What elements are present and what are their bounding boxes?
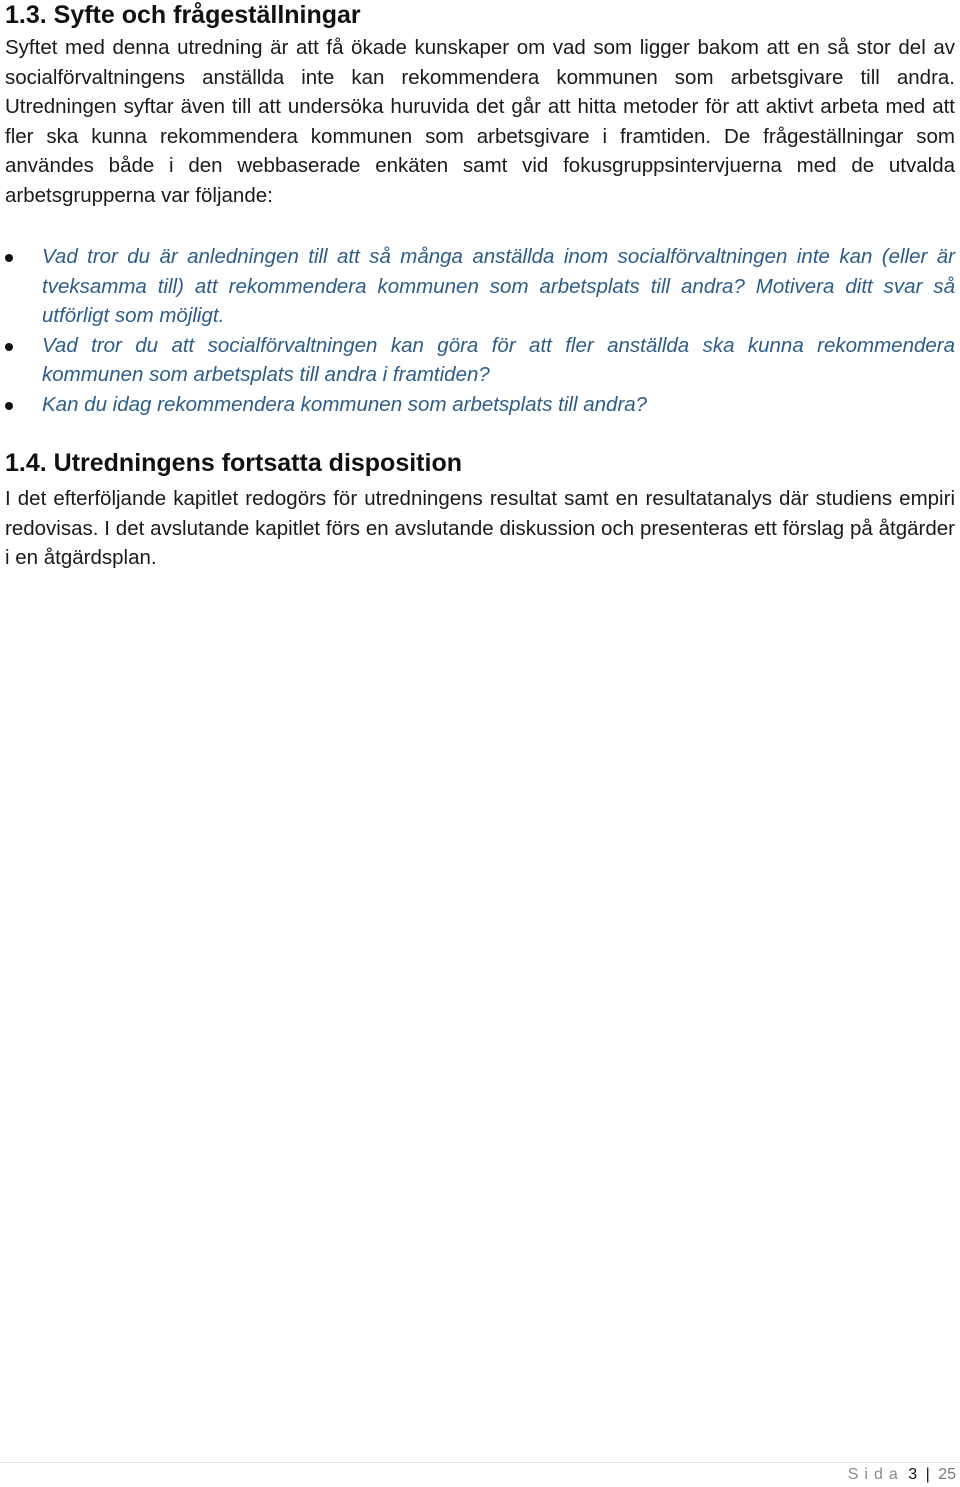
list-item	[5, 242, 955, 331]
bullet-icon	[5, 343, 13, 351]
section-heading-1-3: 1.3. Syfte och frågeställningar	[5, 1, 361, 29]
list-item	[5, 331, 955, 390]
question-list	[5, 242, 955, 420]
footer-divider	[0, 1462, 960, 1463]
question-text: Vad tror du att socialförvaltningen kan göra för att fler anställda ska kunna rekommendera kommunen som arbetsplats till andra i framtiden?	[42, 333, 955, 387]
page-separator: |	[925, 1466, 930, 1483]
page-footer	[848, 1465, 956, 1485]
bullet-icon	[5, 254, 13, 262]
section-heading-1-4: 1.4. Utredningens fortsatta disposition	[5, 449, 462, 477]
bullet-icon	[5, 402, 13, 410]
page-number: 3	[908, 1466, 918, 1483]
section-1-4-paragraph: I det efterföljande kapitlet redogörs för utredningens resultat samt en resultatanalys där studiens empiri redovisas. I det avslutande kapitlet förs en avslutande diskussion och presenteras ett förslag på åtgärder i en åtgärdsplan.	[5, 487, 955, 570]
list-item	[5, 390, 955, 420]
question-text: Kan du idag rekommendera kommunen som arbetsplats till andra?	[42, 392, 648, 416]
section-1-3-paragraph: Syftet med denna utredning är att få ökade kunskaper om vad som ligger bakom att en så stor del av socialförvaltningens anställda inte kan rekommendera kommunen som arbetsgivare till andra. Utredningen syftar även till att undersöka huruvida det går att hitta metoder för att aktivt arbeta med att fler ska kunna rekommendera kommunen som arbetsgivare i framtiden. De frågeställningar som användes både i den webbaserade enkäten samt vid fokusgruppsintervjuerna med de utvalda arbetsgrupperna var följande:	[5, 36, 955, 207]
page-label: Sida	[847, 1466, 904, 1483]
question-text: Vad tror du är anledningen till att så många anställda inom socialförvaltningen inte kan (eller är tveksamma till) att rekommendera kommunen som arbetsplats till andra? Motivera ditt svar så utförligt som möjligt.	[42, 245, 955, 328]
total-pages: 25	[938, 1466, 956, 1483]
